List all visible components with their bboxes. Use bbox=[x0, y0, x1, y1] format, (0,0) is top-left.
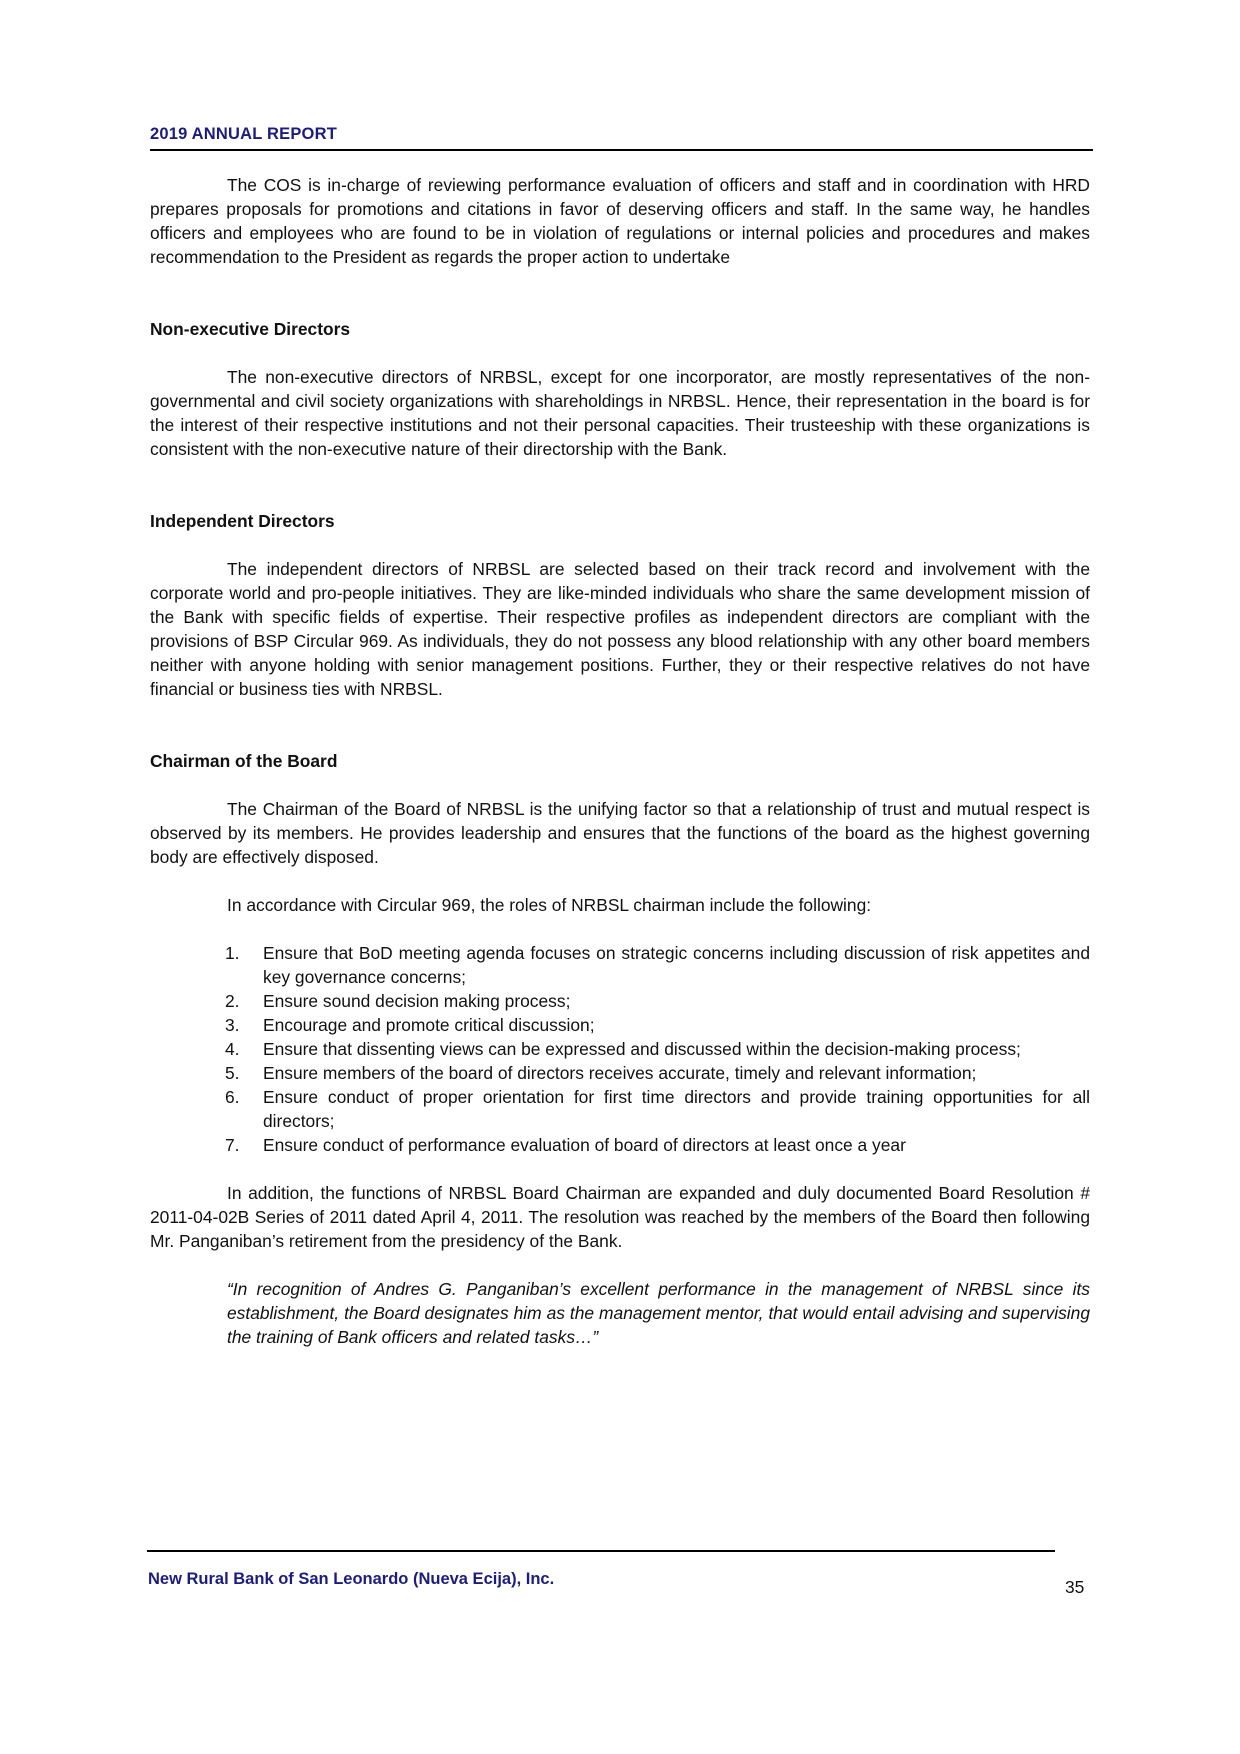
section-non-executive-directors bbox=[150, 317, 1090, 461]
list-item bbox=[150, 1013, 1090, 1037]
footer-organization: New Rural Bank of San Leonardo (Nueva Ecija), Inc. bbox=[148, 1570, 555, 1588]
list-number: 1. bbox=[225, 943, 240, 963]
section-paragraph: The Chairman of the Board of NRBSL is the unifying factor so that a relationship of trust and mutual respect is observed by its members. He provides leadership and ensures that the functions of the board as the highest governing body are effectively disposed. bbox=[150, 799, 1090, 867]
roles-intro: In accordance with Circular 969, the roles of NRBSL chairman include the following: bbox=[227, 895, 872, 915]
list-item bbox=[150, 1037, 1090, 1061]
list-number: 6. bbox=[225, 1087, 240, 1107]
list-text: Ensure conduct of performance evaluation of board of directors at least once a year bbox=[263, 1135, 906, 1155]
section-paragraph: The independent directors of NRBSL are selected based on their track record and involvement with the corporate world and pro-people initiatives. They are like-minded individuals who share the same development mission of the Bank with specific fields of expertise. Their respective profiles as independent directors are compliant with the provisions of BSP Circular 969. As individuals, they do not possess any blood relationship with any other board members neither with anyone holding with senior management positions. Further, they or their respective relatives do not have financial or business ties with NRBSL. bbox=[150, 559, 1090, 699]
list-text: Ensure that BoD meeting agenda focuses on strategic concerns including discussion of risk appetites and key governance concerns; bbox=[263, 943, 1090, 987]
list-text: Ensure members of the board of directors receives accurate, timely and relevant information; bbox=[263, 1063, 977, 1083]
list-item bbox=[150, 941, 1090, 989]
list-number: 5. bbox=[225, 1063, 240, 1083]
intro-paragraph: The COS is in-charge of reviewing performance evaluation of officers and staff and in coordination with HRD prepares proposals for promotions and citations in favor of deserving officers and staff. In the same way, he handles officers and employees who are found to be in violation of regulations or internal policies and procedures and makes recommendation to the President as regards the proper action to undertake bbox=[150, 175, 1090, 267]
chairman-roles-list bbox=[150, 941, 1090, 1157]
list-item bbox=[150, 1085, 1090, 1133]
addition-paragraph: In addition, the functions of NRBSL Board Chairman are expanded and duly documented Board Resolution # 2011-04-02B Series of 2011 dated April 4, 2011. The resolution was reached by the members of the Board then following Mr. Panganiban’s retirement from the presidency of the Bank. bbox=[150, 1183, 1090, 1251]
footer-divider bbox=[147, 1550, 1055, 1552]
section-independent-directors bbox=[150, 509, 1090, 701]
list-item bbox=[150, 989, 1090, 1013]
list-text: Encourage and promote critical discussion; bbox=[263, 1015, 595, 1035]
report-title: 2019 ANNUAL REPORT bbox=[150, 125, 337, 143]
list-item bbox=[150, 1061, 1090, 1085]
list-number: 4. bbox=[225, 1039, 240, 1059]
section-heading: Non-executive Directors bbox=[150, 319, 351, 339]
list-text: Ensure sound decision making process; bbox=[263, 991, 571, 1011]
board-resolution-quote: “In recognition of Andres G. Panganiban’s excellent performance in the management of NRBSL since its establishment, the Board designates him as the management mentor, that would entail advising and supervising the training of Bank officers and related tasks…” bbox=[227, 1279, 1090, 1347]
section-heading: Chairman of the Board bbox=[150, 751, 338, 771]
list-text: Ensure conduct of proper orientation for first time directors and provide training opportunities for all directors; bbox=[263, 1087, 1090, 1131]
list-text: Ensure that dissenting views can be expressed and discussed within the decision-making process; bbox=[263, 1039, 1021, 1059]
list-number: 7. bbox=[225, 1135, 240, 1155]
section-heading: Independent Directors bbox=[150, 511, 335, 531]
page-header bbox=[150, 124, 1093, 144]
section-paragraph: The non-executive directors of NRBSL, except for one incorporator, are mostly representatives of the non-governmental and civil society organizations with shareholdings in NRBSL. Hence, their representation in the board is for the interest of their respective institutions and not their personal capacities. Their trusteeship with these organizations is consistent with the non-executive nature of their directorship with the Bank. bbox=[150, 367, 1090, 459]
page-number: 35 bbox=[1065, 1577, 1085, 1597]
header-divider bbox=[150, 149, 1093, 151]
list-number: 3. bbox=[225, 1015, 240, 1035]
list-number: 2. bbox=[225, 991, 240, 1011]
document-body bbox=[150, 173, 1090, 1349]
section-chairman-of-the-board bbox=[150, 749, 1090, 1349]
list-item bbox=[150, 1133, 1090, 1157]
